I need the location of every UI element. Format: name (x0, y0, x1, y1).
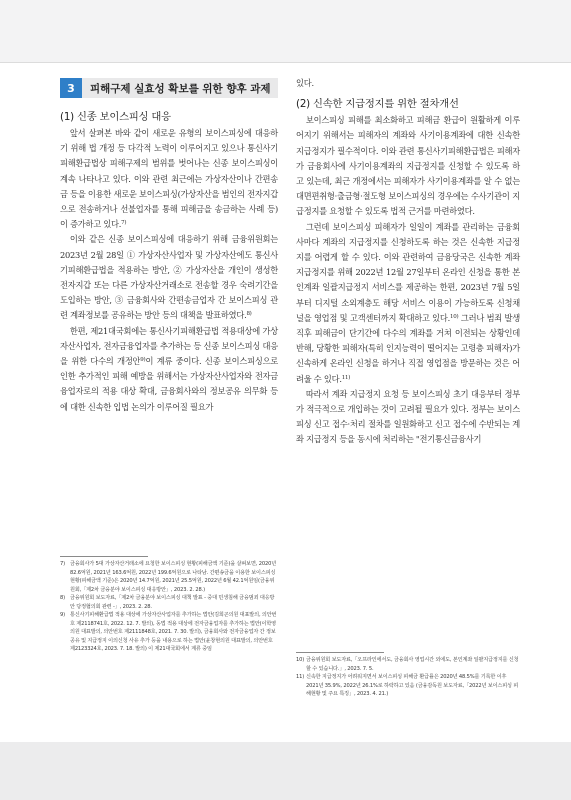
footnote-text: 신속한 지급정지가 어려워지면서 보이스피싱 피해금 환급률은 2020년 48.5%를 기록한 이후 2021년 35.9%, 2022년 26.1%로 하락하고 있음 (금융감독원 보도자료,「2022년 보이스피싱 피해현황 및 주요 특징」, 2023. 4. 21.) (306, 674, 519, 697)
right-column (296, 76, 520, 448)
right-footnote-rule (296, 652, 384, 653)
footnote (60, 611, 278, 654)
footnote (60, 560, 278, 594)
subheading-payment-suspension: (2) 신속한 지급정지를 위한 절차개선 (296, 98, 459, 111)
footnote-text: 통신사기피해환급법 적용 대상에 가상자산사업자를 추가하는 법안(김희곤의원 대표발의, 의안번호 제2118741호, 2022. 12. 7. 발의), 동법 적용 대상에 전자금융업자를 추가하는 법안(이학영의원 대표발의, 의안번호 제2111848호, 2021. 7. 30. 발의), 금융회사와 전자금융업자 간 정보 공유 및 지급정지 이의신청 사유 추가 등을 내용으로 하는 법안(윤창현의원 대표발의, 의안번호 제2123324호, 2023. 7. 18. 발의) 이 제21대국회에서 계류 중임 (70, 612, 277, 652)
body-paragraph: 한편, 제21대국회에는 통신사기피해환급법 적용대상에 가상자산사업자, 전자금융업자를 추가하는 등 신종 보이스피싱 대응을 위한 다수의 개정안$^{9)}$이 계류 중이다. 신종 보이스피싱으로 인한 추가적인 피해 예방을 위해서는 가상자산사업자와 전자금융업자로의 적용 대상 확대, 금융회사와의 정보공유 의무화 등에 대한 신속한 입법 논의가 이루어질 필요가 (60, 325, 279, 412)
footnote-number: 10) (296, 657, 305, 663)
body-paragraph: 따라서 계좌 지급정지 요청 등 보이스피싱 초기 대응부터 정부가 적극적으로 개입하는 것이 고려될 필요가 있다. 정부는 보이스피싱 신고 접수·처리 절차를 일원화하고 신고 접수에 수반되는 계좌 지급정지 등을 동시에 처리하는 "전기통신금융사기 (296, 388, 520, 445)
left-column (60, 76, 278, 415)
right-body (296, 113, 520, 447)
footnote-ref: 7) (121, 220, 127, 227)
section-title: 피해구제 실효성 확보를 위한 향후 과제 (90, 82, 271, 95)
footnote (296, 656, 520, 673)
page-footer-band (0, 742, 571, 800)
footnote-number: 7) (60, 561, 65, 567)
footnote-number: 9) (60, 612, 65, 618)
continuation-text: 있다. (296, 78, 314, 88)
section-number: 3 (60, 78, 82, 98)
left-footnote-rule (60, 556, 148, 557)
footnote-text: 금융회사가 5대 가상자산거래소에 요청한 보이스피싱 현황(피해금액 기준)을 살펴보면, 2020년 82.6억원, 2021년 163.6억원, 2022년 199.6억원으로 나타남. 간편송금을 이용한 보이스피싱 현황(피해금액 기준)은 2020년 14.7억원, 2021년 25.5억원, 2022년 6월 42.1억원임(금융위원회,「제2차 금융분야 보이스피싱 대응방안」, 2023. 2. 28.) (70, 561, 277, 593)
footnote-ref: 10) (449, 313, 459, 320)
footnote-text: 금융위원회 보도자료,「제2차 금융분야 보이스피싱 대책 발표 - 중대 민생침해 금융범죄 대응방안 당정협의회 관련 -」, 2023. 2. 28. (70, 595, 275, 610)
footnote (296, 673, 520, 699)
footnote (60, 594, 278, 611)
footnote-ref: 9) (140, 357, 146, 364)
right-footnotes (296, 656, 520, 699)
header-divider (0, 62, 571, 63)
footnote-text: 금융위원회 보도자료,「오프라인에서도, 금융회사 영업시간 외에도, 본인계좌 일괄지급정지를 신청할 수 있습니다.」, 2023. 7. 5. (306, 657, 519, 672)
section-header (60, 78, 278, 98)
footnote-number: 11) (296, 674, 305, 680)
body-paragraph: 앞서 살펴본 바와 같이 새로운 유형의 보이스피싱에 대응하기 위해 법 개정 등 다각적 노력이 이루어지고 있으나 통신사기피해환급법상 피해구제의 범위를 벗어나는 신종 보이스피싱이 계속 나타나고 있다. 이와 관련 최근에는 가상자산이나 간편송금 등을 이용한 새로운 보이스피싱(가상자산을 범인의 전자지갑으로 전송하거나 선불업자를 통해 피해금을 송금하는 사례 등)이 증가하고 있다.$^{7)}$ (60, 128, 278, 230)
body-paragraph: 이와 같은 신종 보이스피싱에 대응하기 위해 금융위원회는 2023년 2월 28일 ① 가상자산사업자 및 가상자산에도 통신사기피해환급법을 적용하는 방안, ② 가상자산을 개인이 생성한 전자지갑 또는 다른 가상자산거래소로 전송할 경우 숙려기간을 도입하는 방안, ③ 금융회사와 간편송금업자 간 보이스피싱 관련 계좌정보를 공유하는 방안 등의 대책을 발표하였다.$^{8)}$ (60, 234, 278, 321)
left-body (60, 126, 278, 415)
body-paragraph: 그런데 보이스피싱 피해자가 일일이 계좌를 관리하는 금융회사마다 계좌의 지급정지를 신청하도록 하는 것은 신속한 지급정지를 어렵게 할 수 있다. 이와 관련하여 금융당국은 신속한 계좌 지급정지를 위해 2022년 12월 27일부터 온라인 신청을 통한 본인계좌 일괄지급정지 서비스를 제공하는 한편, 2023년 7월 5일부터 디지털 소외계층도 해당 서비스 이용이 가능하도록 신청채널을 영업점 및 고객센터까지 확대하고 있다.$^{10)}$ 그러나 범죄 발생 직후 피해금이 단기간에 다수의 계좌를 거쳐 이전되는 상황인데 반해, 당황한 피해자(특히 인지능력이 떨어지는 고령층 피해자)가 신속하게 온라인 신청을 하거나 직접 영업점을 방문하는 것은 어려울 수 있다.$^{11)}$ (296, 221, 520, 384)
body-paragraph: 보이스피싱 피해를 최소화하고 피해금 환급이 원활하게 이루어지기 위해서는 피해자의 계좌와 사기이용계좌에 대한 신속한 지급정지가 필수적이다. 이와 관련 통신사기피해환급법은 피해자가 금융회사에 사기이용계좌의 지급정지를 신청할 수 있도록 하고 있는데, 최근 개정에서는 피해자가 사기이용계좌를 알 수 없는 대면편취형·출금형·절도형 보이스피싱의 경우에는 수사기관이 지급정지를 요청할 수 있도록 법적 근거를 마련하였다. (296, 115, 520, 217)
subheading-new-voice-phishing: (1) 신종 보이스피싱 대응 (60, 111, 171, 123)
page-header-band (0, 0, 571, 62)
footnote-ref: 11) (341, 374, 351, 381)
left-footnotes (60, 560, 278, 654)
footnote-number: 8) (60, 595, 65, 601)
footnote-ref: 8) (246, 311, 252, 318)
